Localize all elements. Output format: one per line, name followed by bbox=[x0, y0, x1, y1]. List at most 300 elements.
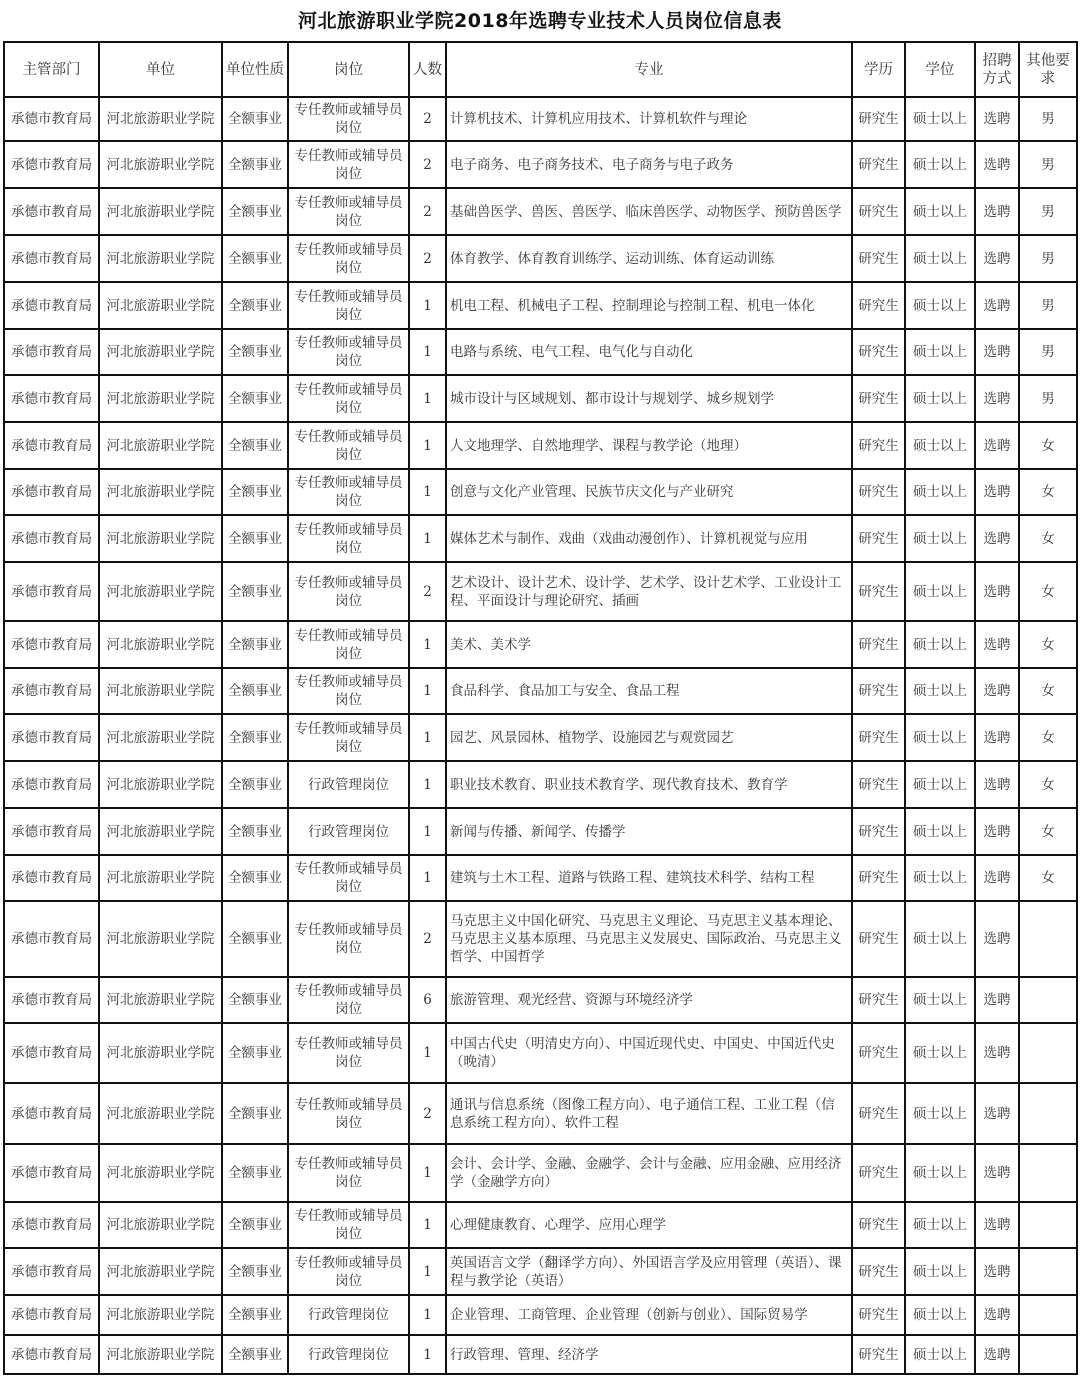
cell-method: 选聘 bbox=[975, 714, 1019, 761]
cell-nature: 全额事业 bbox=[222, 714, 288, 761]
cell-count: 1 bbox=[409, 1202, 446, 1248]
cell-degree: 硕士以上 bbox=[905, 282, 975, 329]
cell-degree: 硕士以上 bbox=[905, 761, 975, 808]
cell-nature: 全额事业 bbox=[222, 1083, 288, 1144]
cell-dept: 承德市教育局 bbox=[4, 97, 99, 141]
cell-major: 食品科学、食品加工与安全、食品工程 bbox=[446, 668, 852, 714]
cell-degree: 硕士以上 bbox=[905, 901, 975, 977]
cell-major: 旅游管理、观光经营、资源与环境经济学 bbox=[446, 977, 852, 1023]
cell-degree: 硕士以上 bbox=[905, 977, 975, 1023]
cell-other: 女 bbox=[1019, 422, 1077, 469]
header-other: 其他要求 bbox=[1019, 42, 1077, 97]
cell-method: 选聘 bbox=[975, 1144, 1019, 1202]
cell-dept: 承德市教育局 bbox=[4, 855, 99, 901]
cell-major: 企业管理、工商管理、企业管理（创新与创业）、国际贸易学 bbox=[446, 1295, 852, 1335]
cell-degree: 硕士以上 bbox=[905, 1202, 975, 1248]
cell-degree: 硕士以上 bbox=[905, 668, 975, 714]
cell-unit: 河北旅游职业学院 bbox=[99, 515, 222, 562]
cell-nature: 全额事业 bbox=[222, 761, 288, 808]
cell-major: 人文地理学、自然地理学、课程与教学论（地理） bbox=[446, 422, 852, 469]
cell-education: 研究生 bbox=[852, 901, 905, 977]
cell-education: 研究生 bbox=[852, 714, 905, 761]
cell-degree: 硕士以上 bbox=[905, 562, 975, 621]
cell-count: 2 bbox=[409, 141, 446, 188]
cell-education: 研究生 bbox=[852, 855, 905, 901]
cell-count: 1 bbox=[409, 515, 446, 562]
cell-dept: 承德市教育局 bbox=[4, 1335, 99, 1374]
cell-dept: 承德市教育局 bbox=[4, 375, 99, 422]
cell-dept: 承德市教育局 bbox=[4, 422, 99, 469]
table-row bbox=[4, 1295, 1077, 1335]
cell-degree: 硕士以上 bbox=[905, 141, 975, 188]
cell-unit: 河北旅游职业学院 bbox=[99, 1144, 222, 1202]
cell-degree: 硕士以上 bbox=[905, 235, 975, 282]
cell-education: 研究生 bbox=[852, 97, 905, 141]
table-row bbox=[4, 621, 1077, 668]
table-row bbox=[4, 1083, 1077, 1144]
header-dept: 主管部门 bbox=[4, 42, 99, 97]
cell-education: 研究生 bbox=[852, 141, 905, 188]
cell-education: 研究生 bbox=[852, 1248, 905, 1295]
cell-dept: 承德市教育局 bbox=[4, 329, 99, 375]
cell-dept: 承德市教育局 bbox=[4, 1202, 99, 1248]
cell-nature: 全额事业 bbox=[222, 282, 288, 329]
cell-post: 专任教师或辅导员岗位 bbox=[288, 1248, 409, 1295]
cell-method: 选聘 bbox=[975, 422, 1019, 469]
cell-method: 选聘 bbox=[975, 141, 1019, 188]
cell-education: 研究生 bbox=[852, 422, 905, 469]
cell-nature: 全额事业 bbox=[222, 668, 288, 714]
cell-dept: 承德市教育局 bbox=[4, 1023, 99, 1083]
table-row bbox=[4, 808, 1077, 855]
cell-unit: 河北旅游职业学院 bbox=[99, 901, 222, 977]
cell-count: 1 bbox=[409, 469, 446, 515]
table-row bbox=[4, 855, 1077, 901]
table-row bbox=[4, 329, 1077, 375]
cell-degree: 硕士以上 bbox=[905, 1335, 975, 1374]
cell-other: 女 bbox=[1019, 469, 1077, 515]
cell-unit: 河北旅游职业学院 bbox=[99, 375, 222, 422]
cell-degree: 硕士以上 bbox=[905, 515, 975, 562]
cell-dept: 承德市教育局 bbox=[4, 621, 99, 668]
cell-unit: 河北旅游职业学院 bbox=[99, 141, 222, 188]
cell-count: 1 bbox=[409, 1023, 446, 1083]
cell-method: 选聘 bbox=[975, 235, 1019, 282]
cell-post: 行政管理岗位 bbox=[288, 808, 409, 855]
cell-method: 选聘 bbox=[975, 469, 1019, 515]
cell-dept: 承德市教育局 bbox=[4, 235, 99, 282]
cell-major: 会计、会计学、金融、金融学、会计与金融、应用金融、应用经济学（金融学方向） bbox=[446, 1144, 852, 1202]
cell-nature: 全额事业 bbox=[222, 188, 288, 235]
cell-dept: 承德市教育局 bbox=[4, 1295, 99, 1335]
cell-dept: 承德市教育局 bbox=[4, 1248, 99, 1295]
table-row bbox=[4, 1248, 1077, 1295]
table-body bbox=[4, 97, 1077, 1374]
cell-major: 职业技术教育、职业技术教育学、现代教育技术、教育学 bbox=[446, 761, 852, 808]
cell-post: 行政管理岗位 bbox=[288, 1295, 409, 1335]
cell-unit: 河北旅游职业学院 bbox=[99, 977, 222, 1023]
cell-dept: 承德市教育局 bbox=[4, 188, 99, 235]
cell-dept: 承德市教育局 bbox=[4, 714, 99, 761]
cell-dept: 承德市教育局 bbox=[4, 282, 99, 329]
cell-nature: 全额事业 bbox=[222, 141, 288, 188]
cell-nature: 全额事业 bbox=[222, 621, 288, 668]
cell-post: 专任教师或辅导员岗位 bbox=[288, 235, 409, 282]
cell-other: 男 bbox=[1019, 235, 1077, 282]
header-nature: 单位性质 bbox=[222, 42, 288, 97]
cell-education: 研究生 bbox=[852, 1083, 905, 1144]
cell-post: 专任教师或辅导员岗位 bbox=[288, 668, 409, 714]
cell-education: 研究生 bbox=[852, 761, 905, 808]
cell-unit: 河北旅游职业学院 bbox=[99, 422, 222, 469]
cell-unit: 河北旅游职业学院 bbox=[99, 714, 222, 761]
table-row bbox=[4, 901, 1077, 977]
cell-education: 研究生 bbox=[852, 1295, 905, 1335]
table-row bbox=[4, 188, 1077, 235]
cell-major: 创意与文化产业管理、民族节庆文化与产业研究 bbox=[446, 469, 852, 515]
table-row bbox=[4, 97, 1077, 141]
cell-degree: 硕士以上 bbox=[905, 97, 975, 141]
cell-other: 女 bbox=[1019, 668, 1077, 714]
cell-count: 1 bbox=[409, 1144, 446, 1202]
cell-method: 选聘 bbox=[975, 901, 1019, 977]
cell-method: 选聘 bbox=[975, 282, 1019, 329]
cell-post: 专任教师或辅导员岗位 bbox=[288, 621, 409, 668]
cell-method: 选聘 bbox=[975, 1248, 1019, 1295]
cell-post: 专任教师或辅导员岗位 bbox=[288, 977, 409, 1023]
cell-other: 女 bbox=[1019, 761, 1077, 808]
cell-unit: 河北旅游职业学院 bbox=[99, 188, 222, 235]
cell-unit: 河北旅游职业学院 bbox=[99, 1335, 222, 1374]
cell-other bbox=[1019, 1202, 1077, 1248]
cell-nature: 全额事业 bbox=[222, 97, 288, 141]
cell-dept: 承德市教育局 bbox=[4, 808, 99, 855]
table-row bbox=[4, 1023, 1077, 1083]
cell-education: 研究生 bbox=[852, 1202, 905, 1248]
cell-unit: 河北旅游职业学院 bbox=[99, 235, 222, 282]
cell-dept: 承德市教育局 bbox=[4, 901, 99, 977]
cell-unit: 河北旅游职业学院 bbox=[99, 97, 222, 141]
cell-nature: 全额事业 bbox=[222, 469, 288, 515]
cell-post: 专任教师或辅导员岗位 bbox=[288, 1202, 409, 1248]
header-post: 岗位 bbox=[288, 42, 409, 97]
cell-degree: 硕士以上 bbox=[905, 469, 975, 515]
header-unit: 单位 bbox=[99, 42, 222, 97]
cell-dept: 承德市教育局 bbox=[4, 761, 99, 808]
cell-other: 男 bbox=[1019, 141, 1077, 188]
table-row bbox=[4, 282, 1077, 329]
table-row bbox=[4, 469, 1077, 515]
cell-unit: 河北旅游职业学院 bbox=[99, 562, 222, 621]
cell-nature: 全额事业 bbox=[222, 977, 288, 1023]
header-count: 人数 bbox=[409, 42, 446, 97]
cell-other bbox=[1019, 1023, 1077, 1083]
cell-method: 选聘 bbox=[975, 808, 1019, 855]
cell-degree: 硕士以上 bbox=[905, 1023, 975, 1083]
cell-dept: 承德市教育局 bbox=[4, 141, 99, 188]
cell-major: 美术、美术学 bbox=[446, 621, 852, 668]
cell-education: 研究生 bbox=[852, 1144, 905, 1202]
cell-major: 艺术设计、设计艺术、设计学、艺术学、设计艺术学、工业设计工程、平面设计与理论研究、插画 bbox=[446, 562, 852, 621]
cell-other bbox=[1019, 1335, 1077, 1374]
position-info-table bbox=[3, 41, 1078, 1375]
cell-unit: 河北旅游职业学院 bbox=[99, 1295, 222, 1335]
cell-nature: 全额事业 bbox=[222, 1144, 288, 1202]
cell-post: 专任教师或辅导员岗位 bbox=[288, 469, 409, 515]
table-row bbox=[4, 422, 1077, 469]
cell-count: 1 bbox=[409, 1248, 446, 1295]
cell-method: 选聘 bbox=[975, 855, 1019, 901]
cell-post: 行政管理岗位 bbox=[288, 1335, 409, 1374]
table-row bbox=[4, 141, 1077, 188]
table-row bbox=[4, 375, 1077, 422]
cell-other bbox=[1019, 1144, 1077, 1202]
cell-nature: 全额事业 bbox=[222, 422, 288, 469]
cell-nature: 全额事业 bbox=[222, 1335, 288, 1374]
cell-count: 1 bbox=[409, 621, 446, 668]
cell-method: 选聘 bbox=[975, 1335, 1019, 1374]
page-title: 河北旅游职业学院2018年选聘专业技术人员岗位信息表 bbox=[298, 10, 782, 32]
cell-dept: 承德市教育局 bbox=[4, 668, 99, 714]
cell-major: 建筑与土木工程、道路与铁路工程、建筑技术科学、结构工程 bbox=[446, 855, 852, 901]
cell-nature: 全额事业 bbox=[222, 1248, 288, 1295]
cell-count: 2 bbox=[409, 562, 446, 621]
cell-degree: 硕士以上 bbox=[905, 1295, 975, 1335]
cell-major: 心理健康教育、心理学、应用心理学 bbox=[446, 1202, 852, 1248]
cell-major: 机电工程、机械电子工程、控制理论与控制工程、机电一体化 bbox=[446, 282, 852, 329]
cell-post: 专任教师或辅导员岗位 bbox=[288, 855, 409, 901]
cell-other: 女 bbox=[1019, 515, 1077, 562]
cell-nature: 全额事业 bbox=[222, 901, 288, 977]
cell-count: 1 bbox=[409, 375, 446, 422]
cell-method: 选聘 bbox=[975, 977, 1019, 1023]
cell-count: 1 bbox=[409, 329, 446, 375]
cell-post: 专任教师或辅导员岗位 bbox=[288, 329, 409, 375]
cell-count: 1 bbox=[409, 282, 446, 329]
cell-major: 行政管理、管理、经济学 bbox=[446, 1335, 852, 1374]
cell-education: 研究生 bbox=[852, 235, 905, 282]
cell-degree: 硕士以上 bbox=[905, 422, 975, 469]
cell-method: 选聘 bbox=[975, 761, 1019, 808]
cell-dept: 承德市教育局 bbox=[4, 977, 99, 1023]
header-major: 专业 bbox=[446, 42, 852, 97]
cell-method: 选聘 bbox=[975, 562, 1019, 621]
cell-count: 2 bbox=[409, 188, 446, 235]
cell-other bbox=[1019, 901, 1077, 977]
cell-unit: 河北旅游职业学院 bbox=[99, 1248, 222, 1295]
cell-nature: 全额事业 bbox=[222, 1295, 288, 1335]
cell-major: 基础兽医学、兽医、兽医学、临床兽医学、动物医学、预防兽医学 bbox=[446, 188, 852, 235]
cell-major: 英国语言文学（翻译学方向）、外国语言学及应用管理（英语）、课程与教学论（英语） bbox=[446, 1248, 852, 1295]
cell-unit: 河北旅游职业学院 bbox=[99, 329, 222, 375]
cell-education: 研究生 bbox=[852, 375, 905, 422]
cell-other bbox=[1019, 1083, 1077, 1144]
cell-post: 专任教师或辅导员岗位 bbox=[288, 422, 409, 469]
cell-post: 专任教师或辅导员岗位 bbox=[288, 562, 409, 621]
table-row bbox=[4, 1144, 1077, 1202]
cell-degree: 硕士以上 bbox=[905, 1083, 975, 1144]
cell-other: 男 bbox=[1019, 329, 1077, 375]
cell-count: 1 bbox=[409, 714, 446, 761]
table-row bbox=[4, 235, 1077, 282]
table-row bbox=[4, 562, 1077, 621]
cell-major: 计算机技术、计算机应用技术、计算机软件与理论 bbox=[446, 97, 852, 141]
cell-post: 专任教师或辅导员岗位 bbox=[288, 714, 409, 761]
cell-major: 园艺、风景园林、植物学、设施园艺与观赏园艺 bbox=[446, 714, 852, 761]
cell-post: 专任教师或辅导员岗位 bbox=[288, 188, 409, 235]
cell-other bbox=[1019, 1248, 1077, 1295]
cell-count: 2 bbox=[409, 235, 446, 282]
cell-education: 研究生 bbox=[852, 282, 905, 329]
cell-degree: 硕士以上 bbox=[905, 329, 975, 375]
cell-education: 研究生 bbox=[852, 668, 905, 714]
cell-degree: 硕士以上 bbox=[905, 808, 975, 855]
cell-education: 研究生 bbox=[852, 977, 905, 1023]
cell-other: 女 bbox=[1019, 562, 1077, 621]
cell-count: 1 bbox=[409, 1335, 446, 1374]
cell-major: 电子商务、电子商务技术、电子商务与电子政务 bbox=[446, 141, 852, 188]
cell-nature: 全额事业 bbox=[222, 1202, 288, 1248]
cell-degree: 硕士以上 bbox=[905, 621, 975, 668]
cell-count: 1 bbox=[409, 808, 446, 855]
cell-unit: 河北旅游职业学院 bbox=[99, 761, 222, 808]
cell-major: 马克思主义中国化研究、马克思主义理论、马克思主义基本理论、马克思主义基本原理、马克思主义发展史、国际政治、马克思主义哲学、中国哲学 bbox=[446, 901, 852, 977]
cell-dept: 承德市教育局 bbox=[4, 469, 99, 515]
cell-method: 选聘 bbox=[975, 621, 1019, 668]
cell-method: 选聘 bbox=[975, 1023, 1019, 1083]
cell-education: 研究生 bbox=[852, 621, 905, 668]
table-row bbox=[4, 1202, 1077, 1248]
cell-education: 研究生 bbox=[852, 1023, 905, 1083]
cell-count: 1 bbox=[409, 855, 446, 901]
cell-post: 行政管理岗位 bbox=[288, 761, 409, 808]
cell-other: 女 bbox=[1019, 808, 1077, 855]
cell-major: 媒体艺术与制作、戏曲（戏曲动漫创作）、计算机视觉与应用 bbox=[446, 515, 852, 562]
table-row bbox=[4, 668, 1077, 714]
cell-other: 女 bbox=[1019, 714, 1077, 761]
cell-education: 研究生 bbox=[852, 188, 905, 235]
cell-education: 研究生 bbox=[852, 562, 905, 621]
cell-method: 选聘 bbox=[975, 1295, 1019, 1335]
cell-dept: 承德市教育局 bbox=[4, 562, 99, 621]
cell-unit: 河北旅游职业学院 bbox=[99, 282, 222, 329]
cell-post: 专任教师或辅导员岗位 bbox=[288, 141, 409, 188]
cell-nature: 全额事业 bbox=[222, 375, 288, 422]
cell-education: 研究生 bbox=[852, 329, 905, 375]
cell-dept: 承德市教育局 bbox=[4, 1144, 99, 1202]
cell-degree: 硕士以上 bbox=[905, 188, 975, 235]
cell-unit: 河北旅游职业学院 bbox=[99, 668, 222, 714]
cell-unit: 河北旅游职业学院 bbox=[99, 1023, 222, 1083]
cell-count: 1 bbox=[409, 761, 446, 808]
cell-post: 专任教师或辅导员岗位 bbox=[288, 1083, 409, 1144]
cell-degree: 硕士以上 bbox=[905, 714, 975, 761]
cell-method: 选聘 bbox=[975, 1202, 1019, 1248]
cell-nature: 全额事业 bbox=[222, 562, 288, 621]
cell-method: 选聘 bbox=[975, 515, 1019, 562]
cell-count: 6 bbox=[409, 977, 446, 1023]
cell-nature: 全额事业 bbox=[222, 1023, 288, 1083]
header-education: 学历 bbox=[852, 42, 905, 97]
cell-education: 研究生 bbox=[852, 808, 905, 855]
cell-post: 专任教师或辅导员岗位 bbox=[288, 1023, 409, 1083]
table-row bbox=[4, 714, 1077, 761]
cell-count: 2 bbox=[409, 901, 446, 977]
cell-degree: 硕士以上 bbox=[905, 375, 975, 422]
cell-education: 研究生 bbox=[852, 1335, 905, 1374]
cell-method: 选聘 bbox=[975, 668, 1019, 714]
cell-major: 城市设计与区域规划、都市设计与规划学、城乡规划学 bbox=[446, 375, 852, 422]
cell-method: 选聘 bbox=[975, 375, 1019, 422]
cell-count: 1 bbox=[409, 1295, 446, 1335]
cell-method: 选聘 bbox=[975, 329, 1019, 375]
cell-other: 女 bbox=[1019, 855, 1077, 901]
table-row bbox=[4, 1335, 1077, 1374]
cell-major: 新闻与传播、新闻学、传播学 bbox=[446, 808, 852, 855]
cell-other: 男 bbox=[1019, 282, 1077, 329]
cell-other: 男 bbox=[1019, 97, 1077, 141]
cell-degree: 硕士以上 bbox=[905, 855, 975, 901]
cell-major: 体育教学、体育教育训练学、运动训练、体育运动训练 bbox=[446, 235, 852, 282]
cell-method: 选聘 bbox=[975, 1083, 1019, 1144]
cell-degree: 硕士以上 bbox=[905, 1248, 975, 1295]
cell-post: 专任教师或辅导员岗位 bbox=[288, 901, 409, 977]
cell-unit: 河北旅游职业学院 bbox=[99, 469, 222, 515]
cell-nature: 全额事业 bbox=[222, 855, 288, 901]
cell-major: 中国古代史（明清史方向）、中国近现代史、中国史、中国近代史（晚清） bbox=[446, 1023, 852, 1083]
header-method: 招聘方式 bbox=[975, 42, 1019, 97]
cell-nature: 全额事业 bbox=[222, 235, 288, 282]
cell-other bbox=[1019, 1295, 1077, 1335]
cell-other: 女 bbox=[1019, 621, 1077, 668]
table-row bbox=[4, 515, 1077, 562]
cell-education: 研究生 bbox=[852, 515, 905, 562]
cell-unit: 河北旅游职业学院 bbox=[99, 621, 222, 668]
cell-post: 专任教师或辅导员岗位 bbox=[288, 1144, 409, 1202]
cell-other bbox=[1019, 977, 1077, 1023]
cell-unit: 河北旅游职业学院 bbox=[99, 1083, 222, 1144]
cell-unit: 河北旅游职业学院 bbox=[99, 808, 222, 855]
cell-post: 专任教师或辅导员岗位 bbox=[288, 97, 409, 141]
cell-dept: 承德市教育局 bbox=[4, 1083, 99, 1144]
table-row bbox=[4, 761, 1077, 808]
cell-unit: 河北旅游职业学院 bbox=[99, 855, 222, 901]
cell-major: 通讯与信息系统（图像工程方向）、电子通信工程、工业工程（信息系统工程方向）、软件工程 bbox=[446, 1083, 852, 1144]
table-row bbox=[4, 977, 1077, 1023]
cell-post: 专任教师或辅导员岗位 bbox=[288, 515, 409, 562]
cell-degree: 硕士以上 bbox=[905, 1144, 975, 1202]
header-degree: 学位 bbox=[905, 42, 975, 97]
cell-nature: 全额事业 bbox=[222, 515, 288, 562]
header-row bbox=[4, 42, 1077, 97]
cell-nature: 全额事业 bbox=[222, 329, 288, 375]
cell-post: 专任教师或辅导员岗位 bbox=[288, 282, 409, 329]
cell-count: 2 bbox=[409, 1083, 446, 1144]
cell-count: 1 bbox=[409, 422, 446, 469]
cell-other: 男 bbox=[1019, 375, 1077, 422]
cell-major: 电路与系统、电气工程、电气化与自动化 bbox=[446, 329, 852, 375]
cell-count: 1 bbox=[409, 668, 446, 714]
cell-post: 专任教师或辅导员岗位 bbox=[288, 375, 409, 422]
cell-other: 男 bbox=[1019, 188, 1077, 235]
cell-dept: 承德市教育局 bbox=[4, 515, 99, 562]
cell-method: 选聘 bbox=[975, 97, 1019, 141]
cell-education: 研究生 bbox=[852, 469, 905, 515]
cell-nature: 全额事业 bbox=[222, 808, 288, 855]
cell-unit: 河北旅游职业学院 bbox=[99, 1202, 222, 1248]
cell-count: 2 bbox=[409, 97, 446, 141]
cell-method: 选聘 bbox=[975, 188, 1019, 235]
